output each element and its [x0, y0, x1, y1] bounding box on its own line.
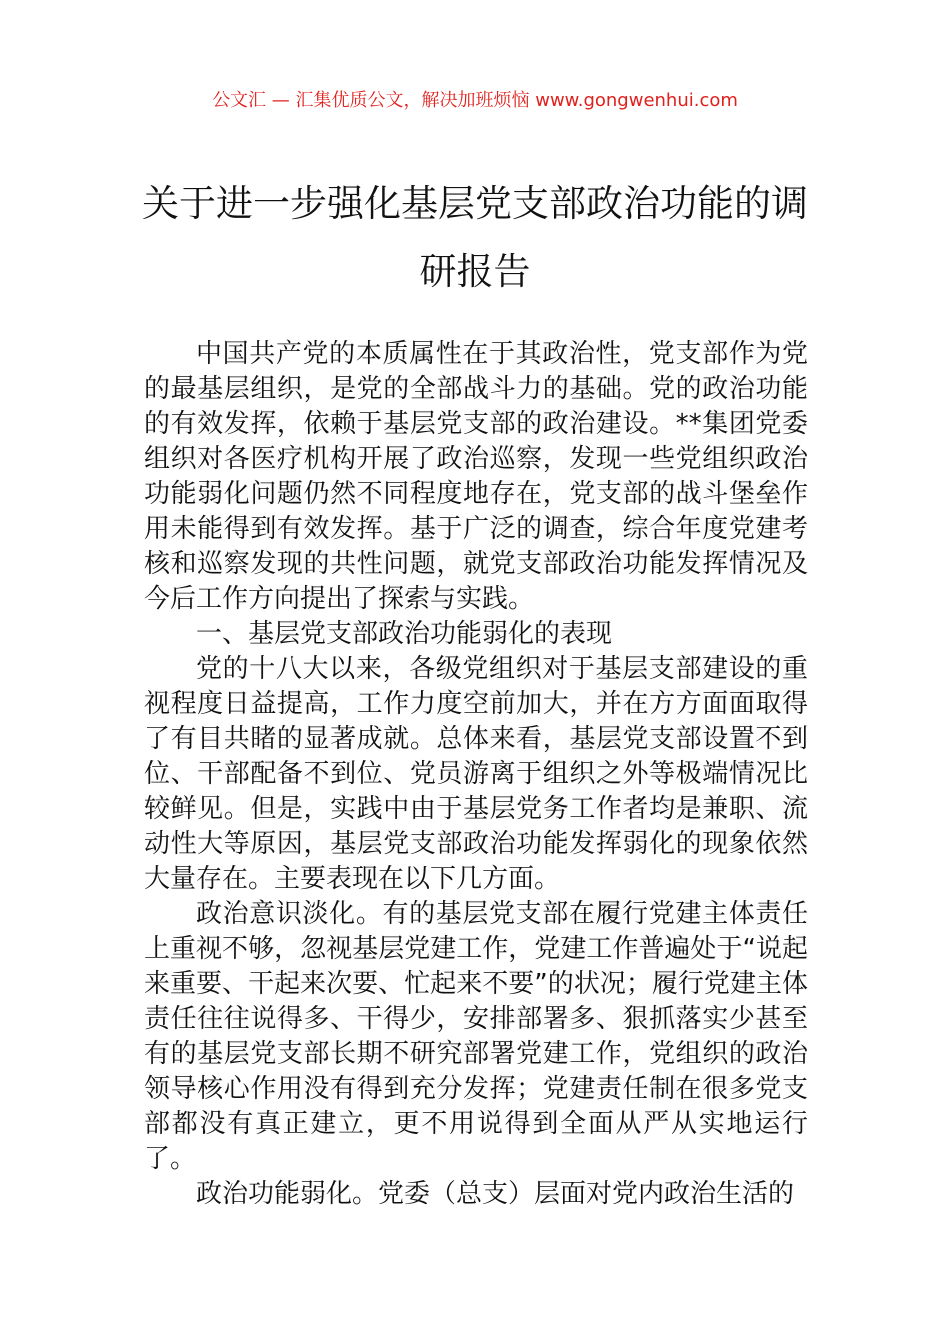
document-title: 关于进一步强化基层党支部政治功能的调研报告 — [142, 182, 808, 293]
paragraph-intro: 中国共产党的本质属性在于其政治性，党支部作为党的最基层组织，是党的全部战斗力的基础。党的政治功能的有效发挥，依赖于基层党支部的政治建设。**集团党委组织对各医疗机构开展了政治巡察，发现一些党组织政治功能弱化问题仍然不同程度地存在，党支部的战斗堡垒作用未能得到有效发挥。基于广泛的调查，综合年度党建考核和巡察发现的共性问题，就党支部政治功能发挥情况及今后工作方向提出了探索与实践。 — [144, 339, 808, 614]
document-body — [144, 337, 808, 1212]
section-heading: 一、基层党支部政治功能弱化的表现 — [196, 619, 613, 649]
paragraph-overview: 党的十八大以来，各级党组织对于基层支部建设的重视程度日益提高，工作力度空前加大，并在方方面面取得了有目共睹的显著成就。总体来看，基层党支部设置不到位、干部配备不到位、党员游离于组织之外等极端情况比较鲜见。但是，实践中由于基层党务工作者均是兼职、流动性大等原因，基层党支部政治功能发挥弱化的现象依然大量存在。主要表现在以下几方面。 — [144, 654, 808, 894]
paragraph-political-function: 政治功能弱化。党委（总支）层面对党内政治生活的 — [196, 1179, 795, 1209]
paragraph-political-awareness: 政治意识淡化。有的基层党支部在履行党建主体责任上重视不够，忽视基层党建工作，党建工作普遍处于“说起来重要、干起来次要、忙起来不要”的状况；履行党建主体责任往往说得多、干得少，安排部署多、狠抓落实少甚至有的基层党支部长期不研究部署党建工作，党组织的政治领导核心作用没有得到充分发挥；党建责任制在很多党支部都没有真正建立，更不用说得到全面从严从实地运行了。 — [144, 899, 808, 1174]
header-banner[interactable]: 公文汇 — 汇集优质公文，解决加班烦恼 www.gongwenhui.com — [212, 90, 738, 111]
